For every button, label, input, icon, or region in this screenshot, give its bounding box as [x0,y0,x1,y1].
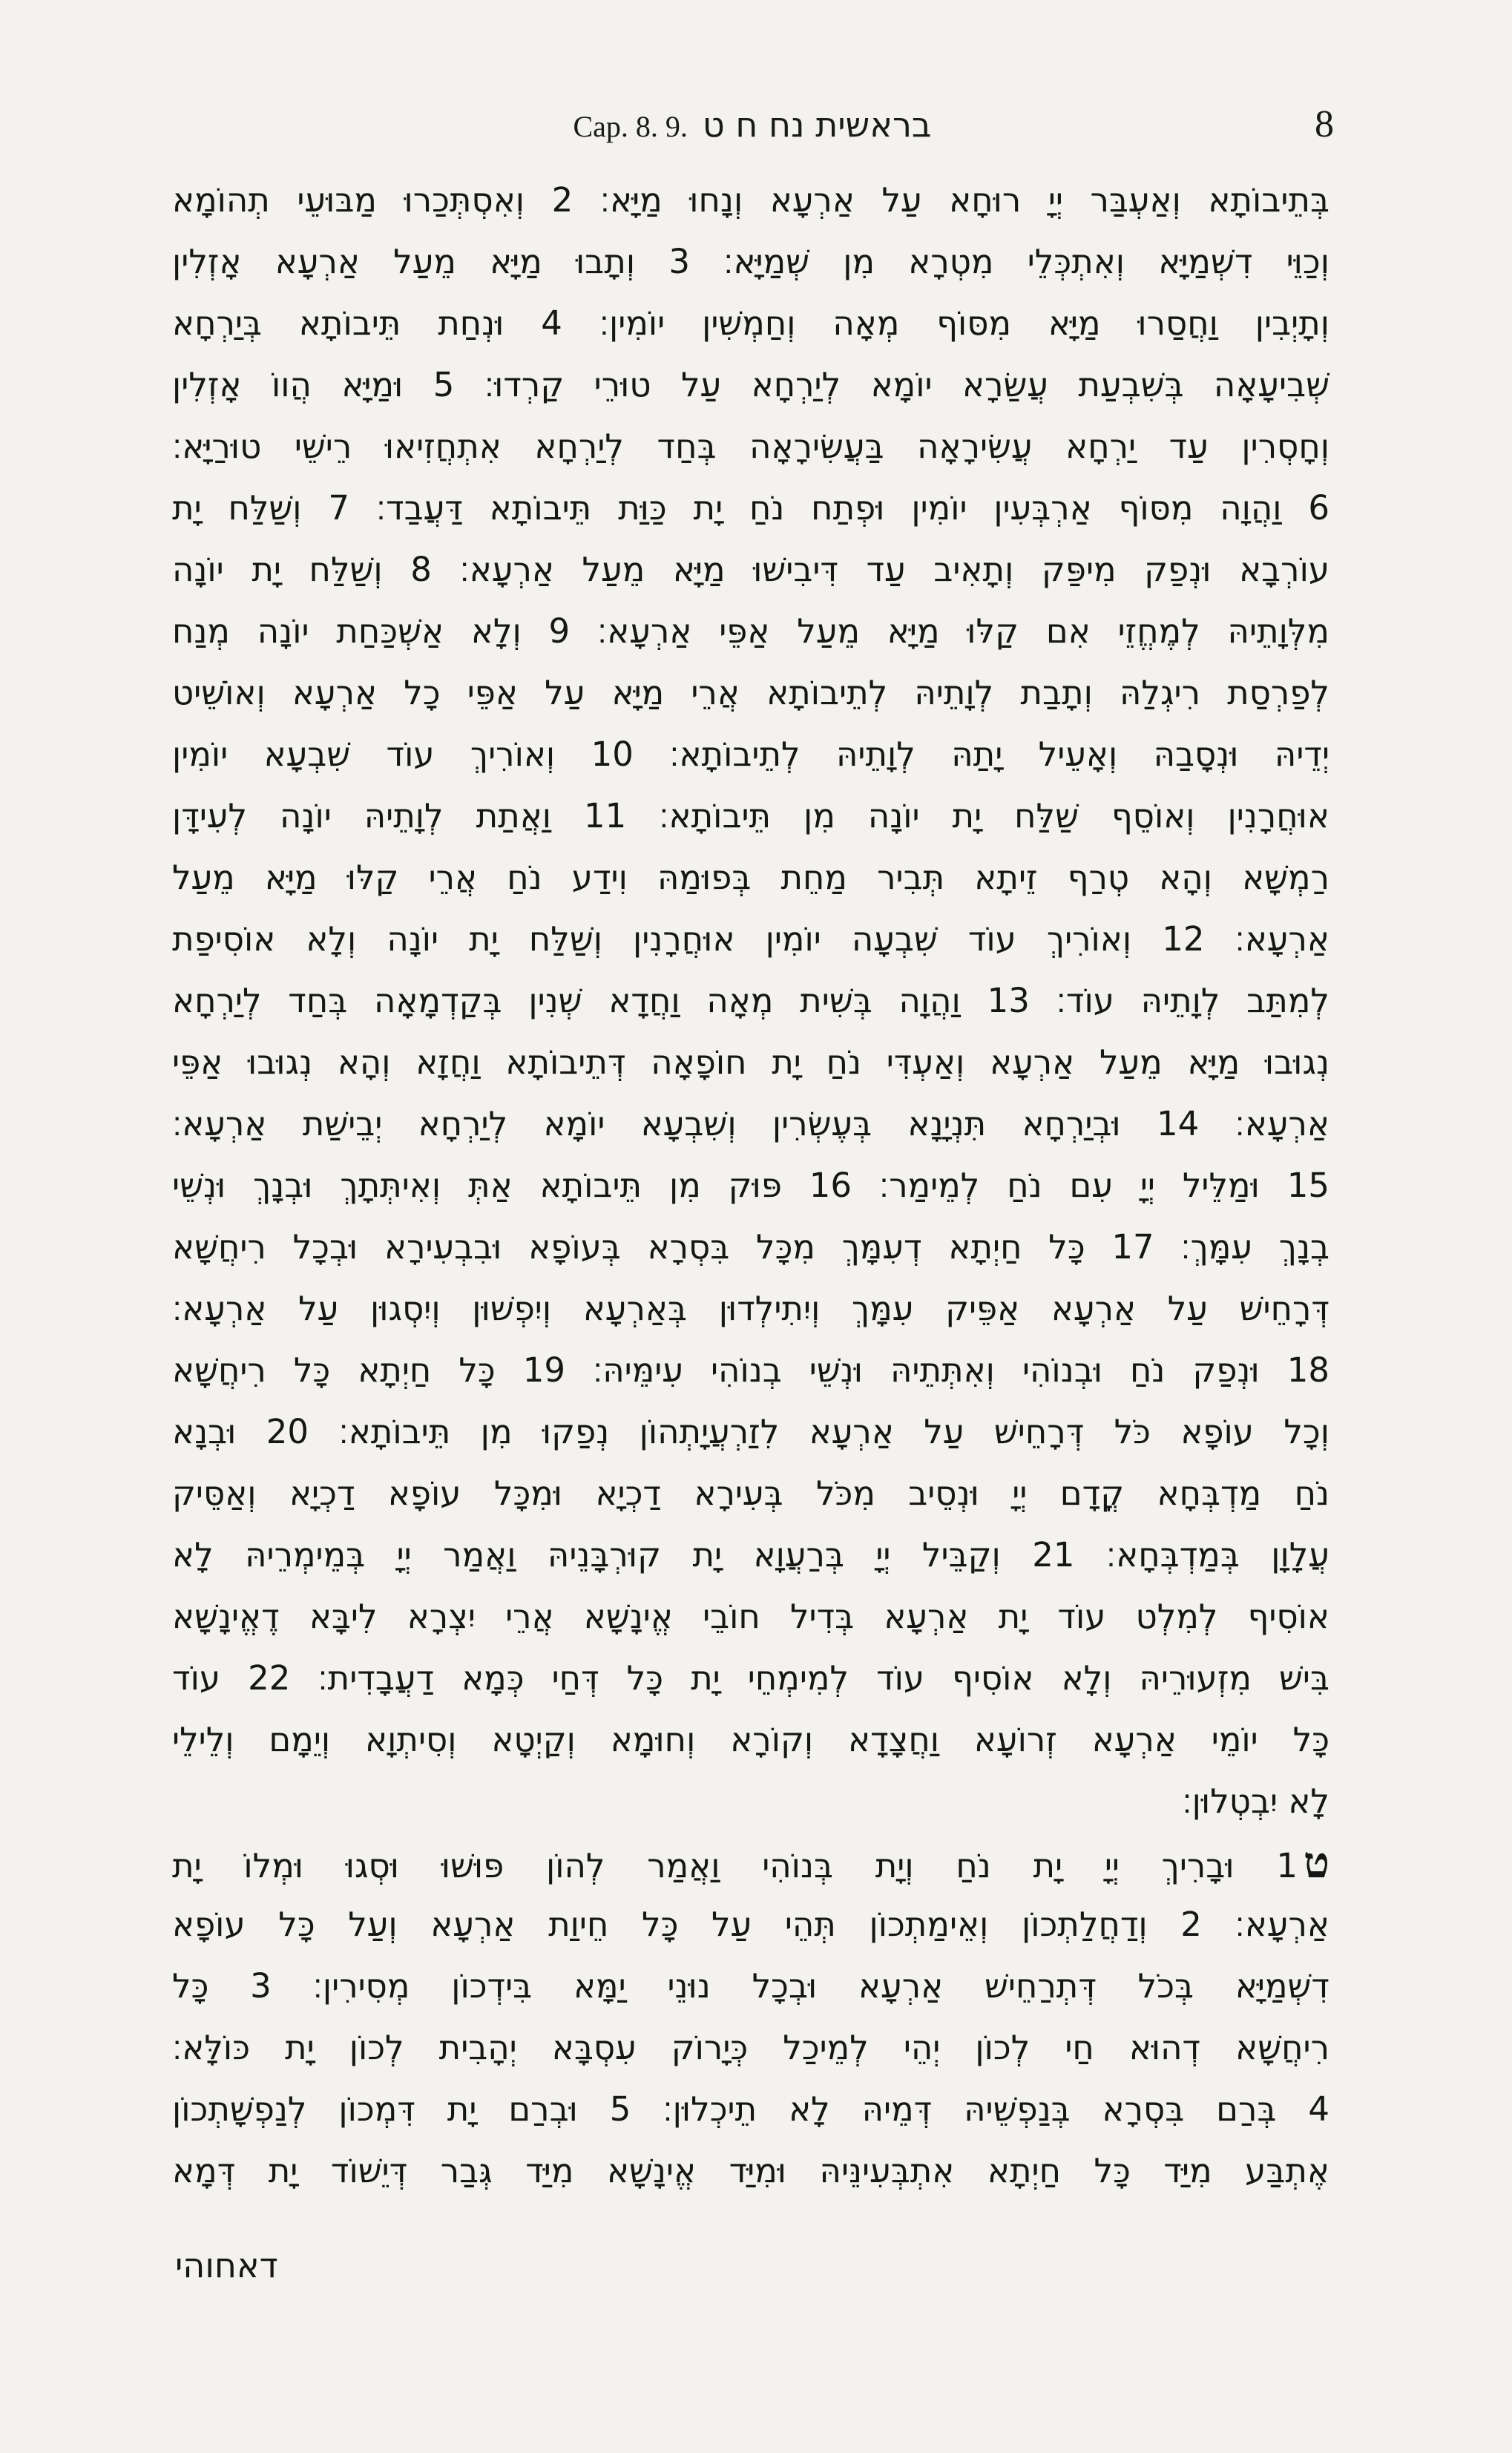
text-line: אֶתְבַּע מִיַּד כָּל חַיְתָא אִתְבְּעִינֵּיהּ וּמִיַּד אֱינָשָׁא מִיַּד גְּבַר דְּיֵשׁוֹד יָת דְּמָא [172,2151,1329,2190]
text-line: לָא יִבְטְלוּן׃ [1182,1782,1329,1821]
text-line: נְגוּבוּ מַיָּא מֵעַל אַרְעָא וְאַעְדִּי נֹחַ יָת חוֹפָאָה דְּתֵיבוֹתָא וַחֲזָא וְהָא נְגוּבוּ אַפֵּי [172,1042,1329,1082]
text-line: אַרְעָא׃ 2 וְדַחֲלַתְכוֹן וְאֵימַתְכוֹן תְּהֵי עַל כָּל חֵיוַת אַרְעָא וְעַל כָּל עוֹפָא [172,1905,1329,1944]
running-head [171,95,1334,163]
text-line: 1 וּבָרִיךְ יְיָ יָת נֹחַ וְיָת בְּנוֹהִי וַאֲמַר לְהוֹן פּוּשׁוּ וּסְגוּ וּמְלוֹ יָת [172,1846,1298,1885]
chapter-mark: ט [1303,1837,1329,1888]
chapter-label: Cap. 8. 9. [573,110,688,143]
book-title: בראשית נח ח ט [702,105,932,145]
text-line: מִלְּוָתֵיהּ לְמֶחֱזֵי אִם קַלּוּ מַיָּא מֵעַל אַפֵּי אַרְעָא׃ 9 וְלָא אַשְׁכַּחַת יוֹנָה מְנַח [172,611,1329,651]
page-header [171,95,1334,154]
text-body [172,169,1329,2201]
text-line: עוֹרְבָא וּנְפַק מִיפַּק וְתָאִיב עַד דִּיבִישׁוּ מַיָּא מֵעַל אַרְעָא׃ 8 וְשַׁלַּח יָת יוֹנָה [172,550,1329,589]
text-line: 18 וּנְפַק נֹחַ וּבְנוֹהִי וְאִתְּתֵיהּ וּנְשֵׁי בְנוֹהִי עִימֵּיהּ׃ 19 כָּל חַיְתָא כָּל רִיחֲשָׁא [172,1350,1329,1390]
text-line: 15 וּמַלֵּיל יְיָ עִם נֹחַ לְמֵימַר׃ 16 פּוּק מִן תֵּיבוֹתָא אַתְּ וְאִיתְּתָךְ וּבְנָךְ וּנְשֵׁי [172,1166,1329,1205]
chapter-9-first-line [172,1832,1329,1894]
text-line: אוּחֲרָנִין וְאוֹסֵף שַׁלַּח יָת יוֹנָה מִן תֵּיבוֹתָא׃ 11 וַאֲתַת לְוָתֵיהּ יוֹנָה לְעִידָּן [172,796,1329,835]
text-line: דִשְׁמַיָּא בְּכֹל דְּתְרַחֵישׁ אַרְעָא וּבְכָל נוּנֵי יַמָּא בִּידְכוֹן מְסִירִין׃ 3 כָּל [172,1966,1329,2006]
text-line: 6 וַהֲוָה מִסּוֹף אַרְבְּעִין יוֹמִין וּפְתַח נֹחַ יָת כַּוַּת תֵּיבוֹתָא דַּעֲבַד׃ 7 וְשַׁלַּח יָת [172,488,1329,528]
text-line: בִּישׁ מִזְעוּרֵיהּ וְלָא אוֹסִיף עוֹד לְמִימְחֵי יָת כָּל דְּחַי כְּמָא דַעֲבָדִית׃ 22 עוֹד [172,1658,1329,1698]
text-line: בְנָךְ עִמָּךְ׃ 17 כָּל חַיְתָא דְעִמָּךְ מִכָּל בִּסְרָא בְּעוֹפָא וּבִבְעִירָא וּבְכָל רִיחֲשָׁא [172,1227,1329,1267]
text-line: יְדֵיהּ וּנְסָבַהּ וְאָעֵיל יָתַהּ לְוָתֵיהּ לְתֵיבוֹתָא׃ 10 וְאוֹרִיךְ עוֹד שִׁבְעָא יוֹמִין [172,735,1329,774]
text-line: אַרְעָא׃ 14 וּבְיַרְחָא תִּנְיָנָא בְּעֶשְׂרִין וְשִׁבְעָא יוֹמָא לְיַרְחָא יְבֵישַׁת אַרְעָא׃ [172,1104,1329,1143]
text-line: שְׁבִיעָאָה בְּשִׁבְעַת עֲשַׂרָא יוֹמָא לְיַרְחָא עַל טוּרֵי קַרְדוּ׃ 5 וּמַיָּא הֲווֹ אָזְלִין [172,365,1329,404]
text-line: בְּתֵיבוֹתָא וְאַעְבַּר יְיָ רוּחָא עַל אַרְעָא וְנָחוּ מַיָּא׃ 2 וְאִסְתְּכַרוּ מַבּוּעֵי תְהוֹמָא [172,180,1329,220]
text-line: אַרְעָא׃ 12 וְאוֹרִיךְ עוֹד שִׁבְעָה יוֹמִין אוּחֲרָנִין וְשַׁלַּח יָת יוֹנָה וְלָא אוֹסִיפַת [172,919,1329,959]
catchword: דאחוהי [175,2245,278,2285]
text-line: לְמִתַּב לְוָתֵיהּ עוֹד׃ 13 וַהֲוָה בְּשִׁית מְאָה וַחֲדָא שְׁנִין בְּקַדְמָאָה בְּחַד לְיַרְחָא [172,981,1329,1020]
text-line: וְכָל עוֹפָא כֹּל דְּרָחֵישׁ עַל אַרְעָא לִזַרְעֲיָתְהוֹן נְפַקוּ מִן תֵּיבוֹתָא׃ 20 וּבְנָא [172,1412,1329,1451]
text-line: וְכַוֵּי דִשְׁמַיָּא וְאִתְכְּלֵי מִטְרָא מִן שְׁמַיָּא׃ 3 וְתָבוּ מַיָּא מֵעַל אַרְעָא אָזְלִין [172,242,1329,281]
text-line: עֲלָוָן בְּמַדְבְּחָא׃ 21 וְקַבֵּיל יְיָ בְּרַעֲוָא יָת קוּרְבָּנֵיהּ וַאֲמַר יְיָ בְּמֵימְרֵיהּ לָא [172,1535,1329,1574]
text-line: אוֹסִיף לְמִלְט עוֹד יָת אַרְעָא בְּדִיל חוֹבֵי אֱינָשָׁא אֲרֵי יִצְרָא לִיבָּא דֶאֱינָשָׁא [172,1597,1329,1636]
page-number: 8 [1315,103,1334,145]
text-line: וְתָיְבִין וַחֲסַרוּ מַיָּא מִסּוֹף מְאָה וְחַמְשִׁין יוֹמִין׃ 4 וּנְחַת תֵּיבוֹתָא בְּיַרְחָא [172,303,1329,343]
text-line: כָּל יוֹמֵי אַרְעָא זְרוֹעָא וַחֲצָדָא וְקוֹרָא וְחוּמָא וְקַיְטָא וְסִיתְוָא וְיֵמָם וְלֵילֵי [172,1720,1329,1759]
text-line: וְחָסְרִין עַד יַרְחָא עֲשִׂירָאָה בַּעֲשִׂירָאָה בְּחַד לְיַרְחָא אִתְחֲזִיאוּ רֵישֵׁי טוּרַיָּא׃ [172,427,1329,466]
text-line: רִיחֲשָׁא דְהוּא חַי לְכוֹן יְהֵי לְמֵיכַל כְּיָרוֹק עִסְבָּא יְהָבִית לְכוֹן יָת כּוֹלָּא׃ [172,2028,1329,2067]
text-line: נֹחַ מַדְבְּחָא קֳדָם יְיָ וּנְסֵיב מִכֹּל בְּעִירָא דַכְיָא וּמִכָּל עוֹפָא דַכְיָא וְאַסֵּיק [172,1474,1329,1513]
text-line: דְּרָחֵישׁ עַל אַרְעָא אַפֵּיק עִמָּךְ וְיִתִילְדוּן בְּאַרְעָא וְיִפְשׁוּן וְיִסְגוּן עַל אַרְעָא׃ [172,1289,1329,1328]
text-line: רַמְשָׁא וְהָא טְרַף זֵיתָא תְּבִיר מַחֵת בְּפוּמַהּ וִידַע נֹחַ אֲרֵי קַלּוּ מַיָּא מֵעַל [172,858,1329,897]
text-line: 4 בְּרַם בִּסְרָא בְּנַפְשֵׁיהּ דְּמֵיהּ לָא תֵיכְלוּן׃ 5 וּבְרַם יָת דִּמְכוֹן לְנַפְשָׁתְכוֹן [172,2089,1329,2129]
text-line: לְפַרְסַת רִיגְלַהּ וְתָבַת לְוָתֵיהּ לְתֵיבוֹתָא אֲרֵי מַיָּא עַל אַפֵּי כָל אַרְעָא וְאוֹשֵׁיט [172,673,1329,712]
